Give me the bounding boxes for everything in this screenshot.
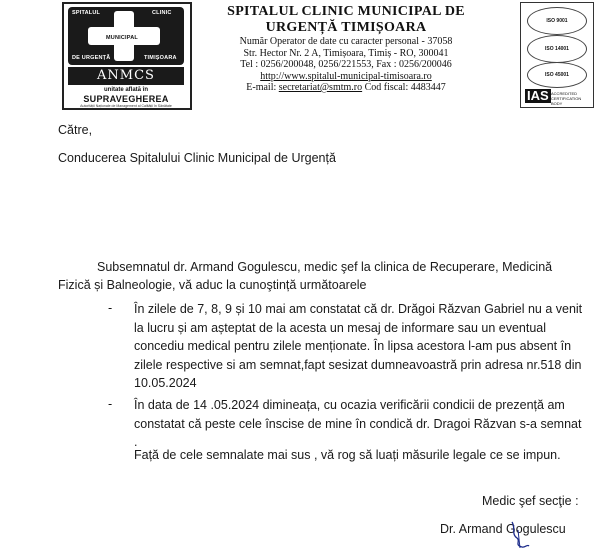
- website-link[interactable]: http://www.spitalul-municipal-timisoara.ro: [260, 70, 432, 82]
- letterhead: [0, 0, 600, 108]
- bullet-2-line: În data de 14 .05.2024 dimineața, cu ocazia verificării condicii de prezență am: [134, 398, 565, 412]
- closing-paragraph: Față de cele semnalate mai sus , vă rog să luați măsurile legale ce se impun.: [134, 448, 561, 462]
- ias-subtitle: ACCREDITED CERTIFICATION BODY: [551, 91, 582, 106]
- fiscal-code: Cod fiscal: 4483447: [362, 82, 446, 93]
- recipient: Conducerea Spitalului Clinic Municipal de Urgență: [58, 151, 336, 165]
- anmcs-status-line2: SUPRAVEGHEREA: [83, 94, 169, 104]
- intro-line-2: Fizică și Balneologie, vă aduc la cunoştință următoarele: [58, 278, 367, 292]
- bullet-1-line: În zilele de 7, 8, 9 și 10 mai am constatat că dr. Drăgoi Răzvan Gabriel nu a venit: [134, 302, 583, 316]
- email-link[interactable]: secretariat@smtm.ro: [278, 82, 363, 93]
- phone-line: Tel : 0256/200048, 0256/221553, Fax : 0256/200046: [240, 59, 452, 70]
- signature-title: Medic şef secţie :: [482, 494, 579, 508]
- bullet-1-line: zilele respective si am semnat,fapt sesizat dumneavoastră prin adresa nr.518 din: [134, 357, 582, 372]
- anmcs-status-line1: unitate aflată în: [103, 87, 148, 93]
- logo-word-spitalul: SPITALUL: [72, 10, 101, 16]
- bullet-1-line: la lucru și am așteptat de la acesta un mesaj de informare sau un eventual: [134, 320, 547, 335]
- bullet-2: [134, 396, 586, 452]
- salutation: Către,: [58, 123, 93, 137]
- iso-45001-badge: ISO 45001: [527, 62, 587, 88]
- address-line: Str. Hector Nr. 2 A, Timișoara, Timiș - RO, 300041: [243, 47, 449, 59]
- bullet-1-line: concediu medical pentru zilele menționate. În lipsa acestora l-am pus absent în: [134, 339, 572, 353]
- hospital-name-line2: URGENȚĂ TIMIȘOARA: [265, 20, 427, 35]
- intro-line-1: Subsemnatul dr. Armand Gogulescu, medic şef la clinica de Recuperare, Medicină: [97, 260, 553, 274]
- bullet-1: [134, 300, 586, 393]
- logo-word-timisoara: TIMIȘOARA: [144, 55, 177, 61]
- iso-14001-badge: ISO 14001: [527, 35, 587, 63]
- handwritten-signature: [508, 520, 532, 549]
- certification-logos: [520, 2, 594, 108]
- email-label: E-mail:: [246, 82, 279, 93]
- logo-word-municipal: MUNICIPAL: [106, 35, 138, 41]
- bullet-marker-1: -: [108, 301, 113, 315]
- bullet-marker-2: -: [108, 397, 113, 411]
- hospital-name-line1: SPITALUL CLINIC MUNICIPAL DE: [227, 4, 465, 19]
- signature-name: Dr. Armand Gogulescu: [440, 522, 566, 536]
- anmcs-logo: ANMCS: [68, 67, 184, 85]
- logo-word-clinic: CLINIC: [152, 10, 172, 16]
- ias-logo: IAS: [527, 88, 549, 103]
- bullet-1-line: 10.05.2024: [134, 376, 197, 390]
- operator-line: Număr Operator de date cu caracter personal - 37058: [239, 36, 453, 47]
- bullet-2-line: constatat că peste cele înscise de mine în condică dr. Dragoi Răzvan s-a semnat .: [134, 416, 582, 449]
- hospital-info: [196, 4, 496, 94]
- logo-word-de-urgenta: DE URGENȚĂ: [72, 55, 111, 61]
- hospital-logo: [62, 2, 192, 110]
- anmcs-status-line3: Autorității Naționale de Management al Calității în Sănătate: [80, 104, 172, 108]
- logo-cross-emblem: [68, 7, 184, 65]
- iso-9001-badge: ISO 9001: [527, 7, 587, 35]
